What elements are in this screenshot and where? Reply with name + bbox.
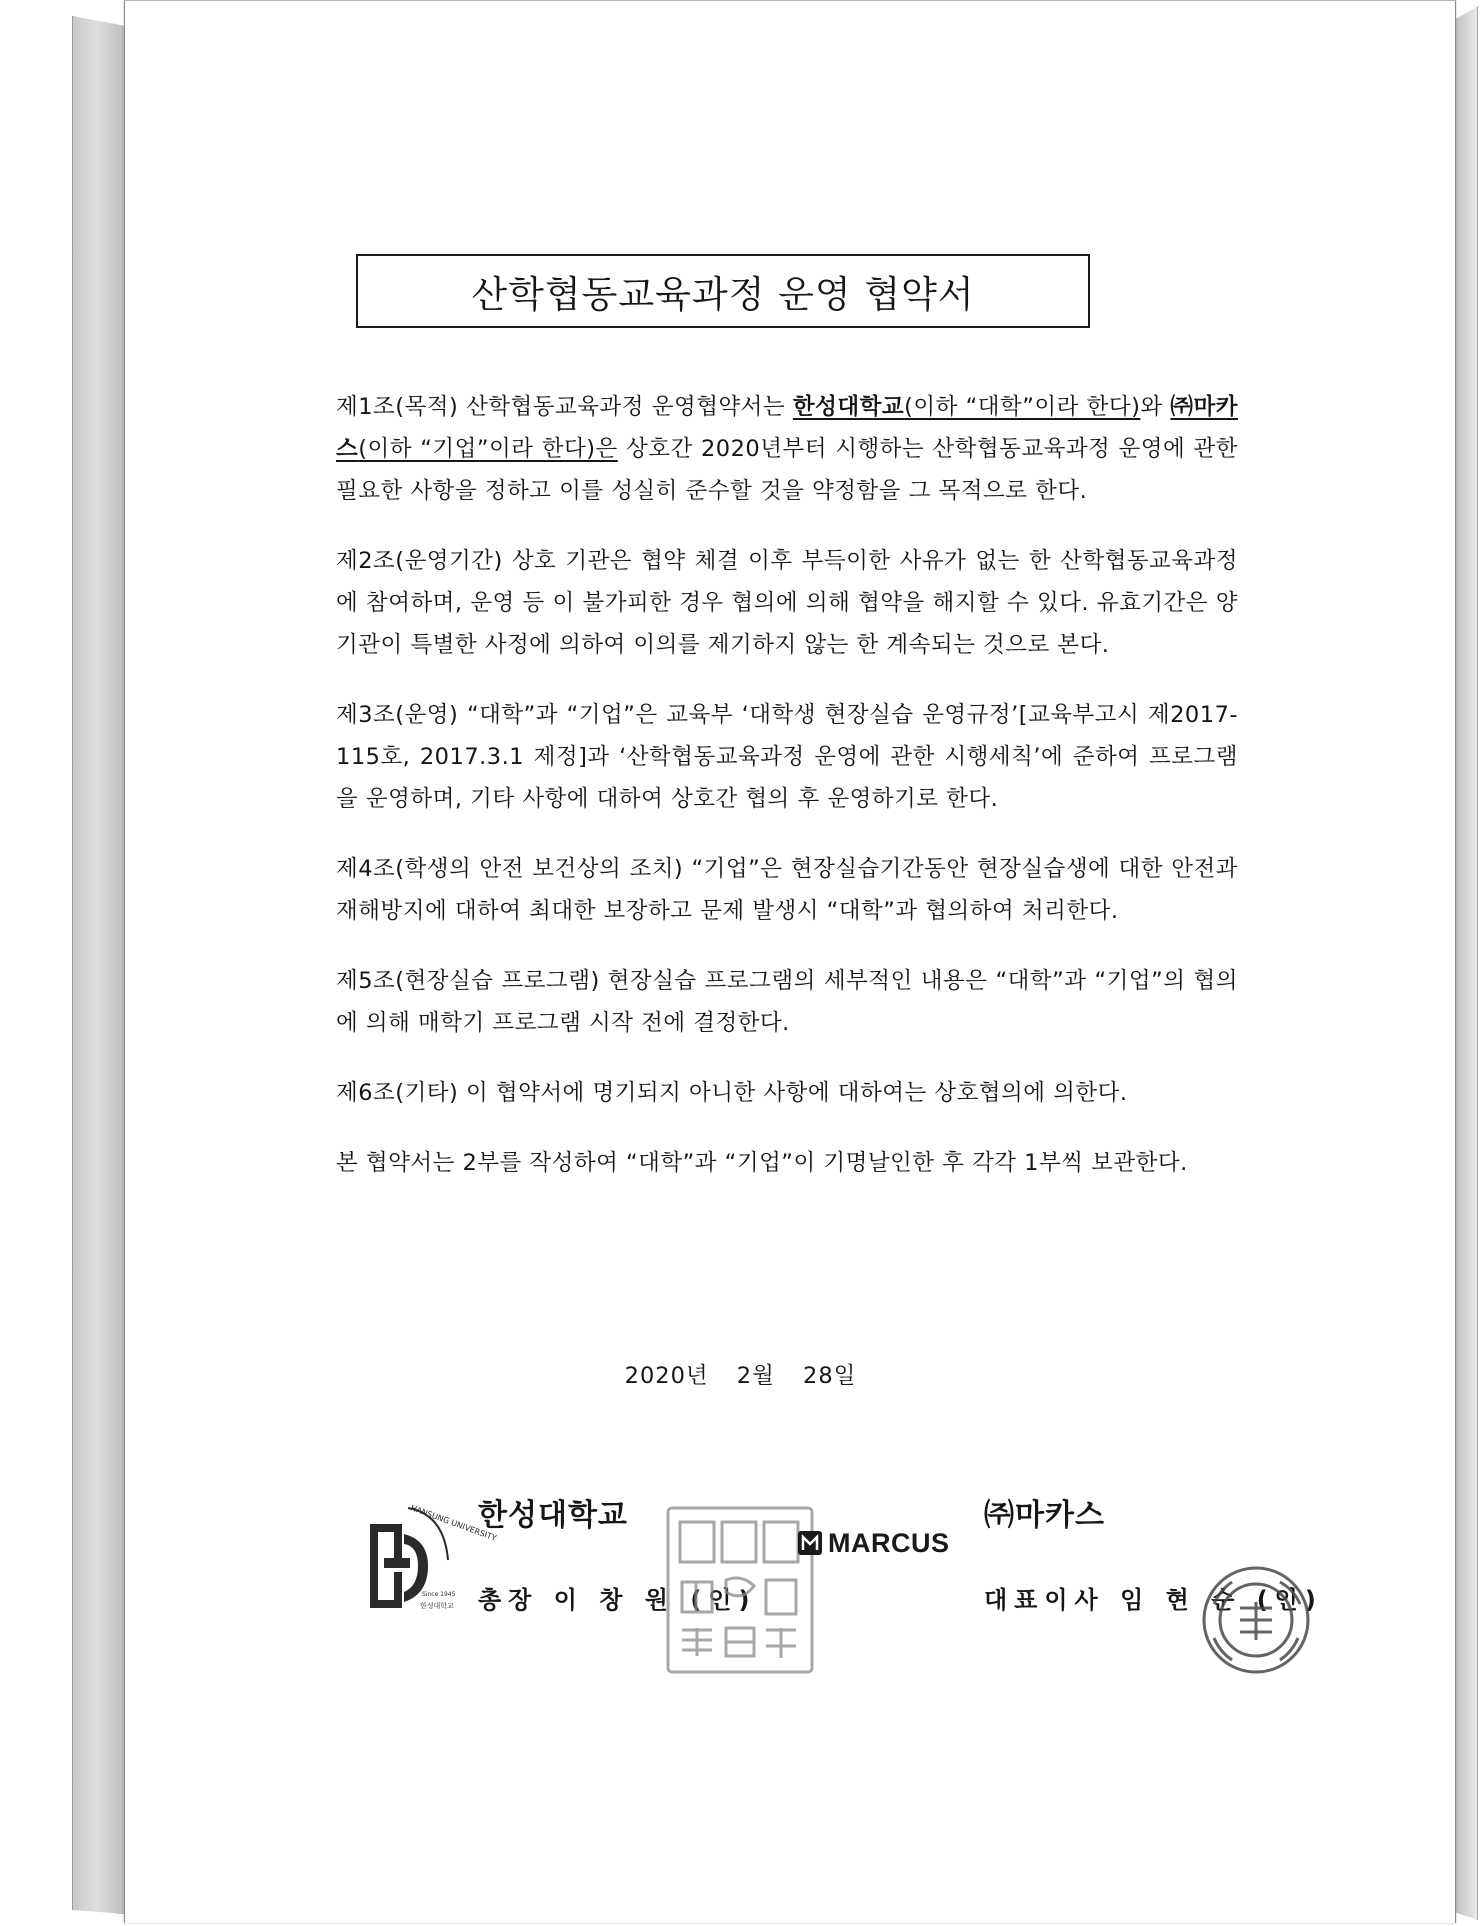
university-name-underlined: 한성대학교 (792, 394, 905, 420)
paper-stack-right-edge (1454, 6, 1478, 1920)
paper-stack-left-edge (72, 16, 126, 1914)
svg-text:한성대학교: 한성대학교 (420, 1602, 454, 1610)
hansung-university-logo (364, 1500, 498, 1618)
article-6: 제6조(기타) 이 협약서에 명기되지 아니한 사항에 대하여는 상호협의에 의한다. (336, 1080, 1128, 1106)
svg-text:Since 1945: Since 1945 (422, 1591, 456, 1598)
university-signer: 총장 이 창 원 (인) (478, 1586, 757, 1614)
svg-text:HANSUNG UNIVERSITY: HANSUNG UNIVERSITY (409, 1503, 498, 1543)
article-5: 제5조(현장실습 프로그램) 현장실습 프로그램의 세부적인 내용은 “대학”과 “기업”의 협의에 의해 매학기 프로그램 시작 전에 결정한다. (336, 968, 1238, 1036)
closing-clause: 본 협약서는 2부를 작성하여 “대학”과 “기업”이 기명날인한 후 각각 1부씩 보관한다. (336, 1150, 1188, 1176)
article-2: 제2조(운영기간) 상호 기관은 협약 체결 이후 부득이한 사유가 없는 한 산학협동교육과정에 참여하며, 운영 등 이 불가피한 경우 협의에 의해 협약을 해지할 수 있다. 유효기간은 양 기관이 특별한 사정에 의하여 이의를 제기하지 않는 한 계속되는 것으로 본다. (336, 548, 1238, 658)
company-seal-stamp (1200, 1564, 1312, 1676)
company-name: ㈜마카스 (984, 1498, 1105, 1533)
article-4: 제4조(학생의 안전 보건상의 조치) “기업”은 현장실습기간동안 현장실습생에 대한 안전과 재해방지에 대하여 최대한 보장하고 문제 발생시 “대학”과 협의하여 처리한다. (336, 856, 1238, 924)
document-title: 산학협동교육과정 운영 협약서 (356, 254, 1090, 328)
university-name: 한성대학교 (478, 1498, 628, 1533)
marcus-logo: MARCUS (798, 1530, 950, 1556)
company-signer: 대표이사 임 현 순 (인) (984, 1586, 1323, 1614)
article-3: 제3조(운영) “대학”과 “기업”은 교육부 ‘대학생 현장실습 운영규정’[교육부고시 제2017-115호, 2017.3.1 제정]과 ‘산학협동교육과정 운영에 관한 시행세칙’에 준하여 프로그램을 운영하며, 기타 사항에 대하여 상호간 협의 후 운영하기로 한다. (336, 702, 1238, 812)
agreement-date: 2020년 2월 28일 (624, 1363, 857, 1389)
company-alias: (이하 “기업”이라 한다)은 (358, 436, 618, 462)
document-body (336, 386, 1238, 1212)
university-alias: (이하 “대학”이라 한다) (904, 394, 1141, 420)
company-name-underlined: ㈜마카스 (336, 394, 1239, 462)
university-seal-stamp (660, 1500, 820, 1680)
article-1: 제1조(목적) 산학협동교육과정 운영협약서는 한성대학교(이하 “대학”이라 한다)와 ㈜마카스(이하 “기업”이라 한다)은 상호간 2020년부터 시행하는 산학협동교육과정 운영에 관한 필요한 사항을 정하고 이를 성실히 준수할 것을 약정함을 그 목적으로 한다. (336, 394, 1239, 504)
marcus-logo-mark-icon (798, 1531, 822, 1555)
